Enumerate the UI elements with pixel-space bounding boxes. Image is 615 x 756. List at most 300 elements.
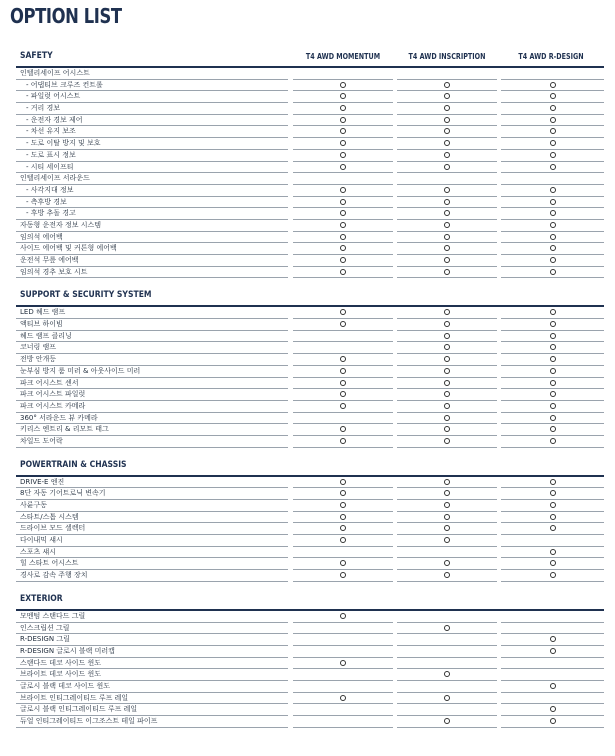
trim-cell [293, 547, 393, 559]
trim-cell [397, 424, 497, 436]
trim-cell [293, 716, 393, 728]
trim-cell [293, 681, 393, 693]
trim-cell [293, 342, 393, 354]
trim-cell [501, 378, 604, 390]
option-label-cell [16, 243, 288, 255]
standard-mark-icon [340, 572, 346, 578]
standard-mark-icon [444, 479, 450, 485]
trim-cell [293, 424, 393, 436]
standard-mark-icon [550, 105, 556, 111]
option-label: 인텔리세이프 서라운드 [20, 174, 90, 183]
trim-cell [397, 243, 497, 255]
trim-cell [293, 378, 393, 390]
trim-cell [397, 331, 497, 343]
section-header [16, 48, 604, 68]
standard-mark-icon [444, 514, 450, 520]
table-row [16, 424, 604, 436]
standard-mark-icon [444, 257, 450, 263]
trim-cell [397, 488, 497, 500]
option-label-cell [16, 307, 288, 319]
option-label: 액티브 하이빔 [20, 320, 63, 329]
trim-cell [501, 669, 604, 681]
option-label-cell [16, 436, 288, 448]
option-label: - 운전자 경보 제어 [26, 115, 83, 124]
trim-cell [397, 634, 497, 646]
standard-mark-icon [340, 368, 346, 374]
trim-cell [501, 115, 604, 127]
standard-mark-icon [550, 333, 556, 339]
trim-cell [397, 150, 497, 162]
standard-mark-icon [444, 321, 450, 327]
option-label-cell [16, 267, 288, 279]
standard-mark-icon [340, 152, 346, 158]
option-label-cell [16, 68, 288, 80]
standard-mark-icon [444, 391, 450, 397]
trim-cell [501, 547, 604, 559]
standard-mark-icon [444, 333, 450, 339]
standard-mark-icon [550, 560, 556, 566]
table-row [16, 716, 604, 728]
table-row [16, 173, 604, 185]
trim-cell [293, 488, 393, 500]
trim-cell [501, 623, 604, 635]
trim-cell [501, 208, 604, 220]
table-row [16, 307, 604, 319]
table-row [16, 342, 604, 354]
trim-cell [397, 307, 497, 319]
table-row [16, 646, 604, 658]
standard-mark-icon [550, 426, 556, 432]
option-label: 사이드 에어백 및 커튼형 에어백 [20, 244, 117, 253]
standard-mark-icon [444, 356, 450, 362]
option-label: R-DESIGN 그릴 [20, 635, 70, 644]
standard-mark-icon [340, 117, 346, 123]
table-row [16, 512, 604, 524]
trim-cell [293, 413, 393, 425]
trim-cell [501, 535, 604, 547]
option-label-cell [16, 488, 288, 500]
option-label-cell [16, 138, 288, 150]
standard-mark-icon [444, 718, 450, 724]
table-row [16, 547, 604, 559]
table-row [16, 115, 604, 127]
option-label: 자동형 운전자 정보 시스템 [20, 220, 102, 229]
standard-mark-icon [444, 490, 450, 496]
trim-cell [293, 611, 393, 623]
trim-cell [501, 126, 604, 138]
trim-cell [397, 477, 497, 489]
standard-mark-icon [340, 309, 346, 315]
option-label-cell [16, 319, 288, 331]
option-label-cell [16, 611, 288, 623]
table-row [16, 611, 604, 623]
trim-cell [397, 523, 497, 535]
trim-cell [397, 623, 497, 635]
table-row [16, 500, 604, 512]
trim-cell [501, 366, 604, 378]
table-row [16, 523, 604, 535]
table-row [16, 693, 604, 705]
option-label: 글로시 블랙 데코 사이드 윈도 [20, 681, 111, 690]
table-row [16, 68, 604, 80]
standard-mark-icon [444, 438, 450, 444]
trim-cell [397, 103, 497, 115]
option-label: 운전석 무릎 에어백 [20, 256, 79, 264]
trim-cell [397, 197, 497, 209]
option-label: 인스크립션 그릴 [20, 623, 70, 632]
standard-mark-icon [340, 490, 346, 496]
standard-mark-icon [340, 234, 346, 240]
option-label: 인텔리세이프 어시스트 [20, 69, 90, 77]
option-label-cell [16, 401, 288, 413]
trim-cell [397, 366, 497, 378]
option-label: - 사각지대 정보 [26, 185, 74, 194]
standard-mark-icon [444, 187, 450, 193]
trim-cell [397, 185, 497, 197]
standard-mark-icon [550, 93, 556, 99]
option-label-cell [16, 354, 288, 366]
option-label-cell [16, 693, 288, 705]
standard-mark-icon [550, 210, 556, 216]
trim-cell [501, 646, 604, 658]
option-label: 드라이브 모드 셀렉터 [20, 524, 86, 533]
option-label-cell [16, 413, 288, 425]
option-label: 스탠다드 데코 사이드 윈도 [20, 658, 102, 667]
standard-mark-icon [340, 514, 346, 520]
option-label: 파크 어시스트 카메라 [20, 401, 86, 410]
trim-cell [293, 658, 393, 670]
table-row [16, 413, 604, 425]
option-label: 다이내믹 섀시 [20, 536, 63, 545]
section-header [16, 591, 604, 611]
trim-cell [501, 307, 604, 319]
trim-cell [397, 389, 497, 401]
option-label: R-DESIGN 글로시 블랙 미러캡 [20, 646, 115, 655]
option-label-cell [16, 80, 288, 92]
option-label-cell [16, 547, 288, 559]
trim-cell [501, 523, 604, 535]
table-row [16, 634, 604, 646]
option-label: - 차선 유지 보조 [26, 127, 76, 136]
trim-cell [293, 232, 393, 244]
trim-cell [293, 220, 393, 232]
option-label-cell [16, 623, 288, 635]
table-row [16, 558, 604, 570]
standard-mark-icon [550, 321, 556, 327]
section-header [16, 287, 604, 307]
option-label-cell [16, 366, 288, 378]
trim-cell [501, 162, 604, 174]
standard-mark-icon [550, 164, 556, 170]
standard-mark-icon [444, 403, 450, 409]
standard-mark-icon [340, 613, 346, 619]
table-row [16, 570, 604, 582]
option-label-cell [16, 669, 288, 681]
standard-mark-icon [340, 525, 346, 531]
standard-mark-icon [340, 222, 346, 228]
option-table [16, 48, 604, 728]
trim-cell [293, 80, 393, 92]
standard-mark-icon [340, 269, 346, 275]
trim-cell [397, 512, 497, 524]
standard-mark-icon [550, 117, 556, 123]
trim-cell [397, 80, 497, 92]
section-header [16, 457, 604, 477]
trim-cell [397, 413, 497, 425]
trim-cell [293, 126, 393, 138]
trim-cell [293, 267, 393, 279]
standard-mark-icon [444, 82, 450, 88]
standard-mark-icon [340, 105, 346, 111]
trim-cell [293, 150, 393, 162]
option-label-cell [16, 523, 288, 535]
trim-cell [293, 693, 393, 705]
trim-cell [397, 342, 497, 354]
trim-cell [501, 197, 604, 209]
option-label-cell [16, 716, 288, 728]
table-row [16, 681, 604, 693]
option-label-cell [16, 220, 288, 232]
trim-cell [397, 693, 497, 705]
standard-mark-icon [550, 549, 556, 555]
trim-cell [293, 535, 393, 547]
trim-cell [397, 208, 497, 220]
table-row [16, 197, 604, 209]
table-row [16, 623, 604, 635]
trim-cell [397, 716, 497, 728]
table-row [16, 220, 604, 232]
option-label-cell [16, 103, 288, 115]
option-label-cell [16, 232, 288, 244]
option-label: 힐 스타트 어시스트 [20, 559, 79, 568]
trim-cell [397, 401, 497, 413]
option-label: - 시티 세이프티 [26, 162, 74, 171]
trim-cell [293, 570, 393, 582]
option-label: 스타트/스톱 시스템 [20, 512, 79, 521]
standard-mark-icon [340, 128, 346, 134]
standard-mark-icon [340, 356, 346, 362]
trim-cell [501, 681, 604, 693]
standard-mark-icon [444, 105, 450, 111]
table-row [16, 477, 604, 489]
table-row [16, 80, 604, 92]
option-label-cell [16, 500, 288, 512]
trim-cell [501, 658, 604, 670]
standard-mark-icon [340, 403, 346, 409]
option-label: - 거리 경보 [26, 104, 61, 113]
trim-cell [501, 331, 604, 343]
standard-mark-icon [550, 187, 556, 193]
standard-mark-icon [550, 706, 556, 712]
option-label: 스포츠 섀시 [20, 547, 57, 556]
table-row [16, 704, 604, 716]
standard-mark-icon [340, 93, 346, 99]
standard-mark-icon [550, 479, 556, 485]
option-label: 코너링 램프 [20, 343, 57, 352]
standard-mark-icon [444, 152, 450, 158]
option-label-cell [16, 681, 288, 693]
trim-cell [501, 173, 604, 185]
trim-cell [293, 91, 393, 103]
standard-mark-icon [550, 572, 556, 578]
trim-cell [397, 558, 497, 570]
option-label: 경사로 감속 주행 장치 [20, 571, 88, 580]
trim-cell [293, 366, 393, 378]
option-label: 듀얼 인티그레이티드 이그조스트 테일 파이프 [20, 717, 158, 725]
table-row [16, 378, 604, 390]
standard-mark-icon [550, 152, 556, 158]
standard-mark-icon [550, 82, 556, 88]
option-label: DRIVE-E 엔진 [20, 477, 65, 486]
standard-mark-icon [444, 210, 450, 216]
trim-cell [293, 331, 393, 343]
trim-cell [293, 173, 393, 185]
trim-cell [501, 255, 604, 267]
option-label-cell [16, 208, 288, 220]
option-label: 전방 안개등 [20, 355, 57, 364]
table-row [16, 669, 604, 681]
trim-cell [501, 512, 604, 524]
trim-cell [293, 115, 393, 127]
option-label: 8단 자동 기어트로닉 변속기 [20, 489, 106, 498]
trim-cell [501, 138, 604, 150]
standard-mark-icon [340, 660, 346, 666]
trim-cell [293, 103, 393, 115]
standard-mark-icon [550, 525, 556, 531]
option-label-cell [16, 658, 288, 670]
trim-cell [501, 243, 604, 255]
standard-mark-icon [550, 683, 556, 689]
trim-cell [397, 162, 497, 174]
standard-mark-icon [340, 391, 346, 397]
option-label-cell [16, 424, 288, 436]
trim-cell [501, 80, 604, 92]
option-label-cell [16, 126, 288, 138]
trim-cell [501, 319, 604, 331]
table-row [16, 401, 604, 413]
option-label: 360° 서라운드 뷰 카메라 [20, 413, 98, 422]
standard-mark-icon [444, 525, 450, 531]
trim-cell [501, 267, 604, 279]
trim-cell [501, 413, 604, 425]
option-label: 키리스 엔트리 & 리모트 태그 [20, 425, 109, 434]
standard-mark-icon [444, 695, 450, 701]
option-label-cell [16, 570, 288, 582]
table-row [16, 150, 604, 162]
trim-cell [293, 704, 393, 716]
trim-cell [293, 162, 393, 174]
trim-cell [397, 232, 497, 244]
trim-cell [397, 646, 497, 658]
standard-mark-icon [550, 140, 556, 146]
standard-mark-icon [550, 415, 556, 421]
option-label: 파크 어시스트 센서 [20, 378, 79, 387]
trim-cell [501, 103, 604, 115]
standard-mark-icon [340, 82, 346, 88]
trim-cell [293, 68, 393, 80]
trim-cell [397, 91, 497, 103]
trim-cell [293, 646, 393, 658]
trim-cell [501, 436, 604, 448]
trim-cell [397, 500, 497, 512]
table-row [16, 331, 604, 343]
trim-cell [397, 126, 497, 138]
trim-cell [397, 173, 497, 185]
trim-cell [501, 220, 604, 232]
standard-mark-icon [444, 93, 450, 99]
standard-mark-icon [340, 199, 346, 205]
trim-cell [501, 389, 604, 401]
standard-mark-icon [340, 210, 346, 216]
standard-mark-icon [444, 164, 450, 170]
trim-cell [293, 354, 393, 366]
trim-cell [293, 634, 393, 646]
column-header: T4 AWD MOMENTUM [305, 52, 381, 61]
table-row [16, 319, 604, 331]
standard-mark-icon [550, 309, 556, 315]
table-row [16, 138, 604, 150]
option-label: - 도로 이탈 방지 및 보호 [26, 139, 101, 148]
table-row [16, 255, 604, 267]
standard-mark-icon [444, 245, 450, 251]
standard-mark-icon [340, 426, 346, 432]
option-label-cell [16, 197, 288, 209]
trim-cell [397, 319, 497, 331]
trim-cell [293, 669, 393, 681]
option-label: - 측후방 경보 [26, 197, 67, 206]
trim-cell [293, 319, 393, 331]
standard-mark-icon [340, 560, 346, 566]
option-label-cell [16, 150, 288, 162]
option-label-cell [16, 389, 288, 401]
standard-mark-icon [550, 269, 556, 275]
trim-cell [501, 354, 604, 366]
standard-mark-icon [340, 257, 346, 263]
trim-cell [397, 354, 497, 366]
table-row [16, 389, 604, 401]
standard-mark-icon [444, 426, 450, 432]
table-row [16, 488, 604, 500]
option-label-cell [16, 342, 288, 354]
trim-cell [293, 477, 393, 489]
option-label-cell [16, 477, 288, 489]
table-row [16, 91, 604, 103]
table-row [16, 208, 604, 220]
trim-cell [293, 558, 393, 570]
standard-mark-icon [550, 648, 556, 654]
standard-mark-icon [340, 380, 346, 386]
standard-mark-icon [550, 636, 556, 642]
column-header: T4 AWD INSCRIPTION [408, 52, 486, 61]
trim-cell [501, 634, 604, 646]
trim-cell [501, 477, 604, 489]
standard-mark-icon [550, 438, 556, 444]
trim-cell [501, 716, 604, 728]
option-label: LED 헤드 램프 [20, 308, 66, 317]
trim-cell [293, 436, 393, 448]
trim-cell [397, 220, 497, 232]
trim-cell [397, 669, 497, 681]
trim-cell [293, 401, 393, 413]
standard-mark-icon [340, 164, 346, 170]
option-label: 헤드 램프 클리닝 [20, 331, 72, 340]
standard-mark-icon [444, 625, 450, 631]
table-row [16, 103, 604, 115]
option-label: - 파일럿 어시스트 [26, 92, 81, 101]
trim-cell [397, 267, 497, 279]
standard-mark-icon [340, 140, 346, 146]
table-row [16, 185, 604, 197]
